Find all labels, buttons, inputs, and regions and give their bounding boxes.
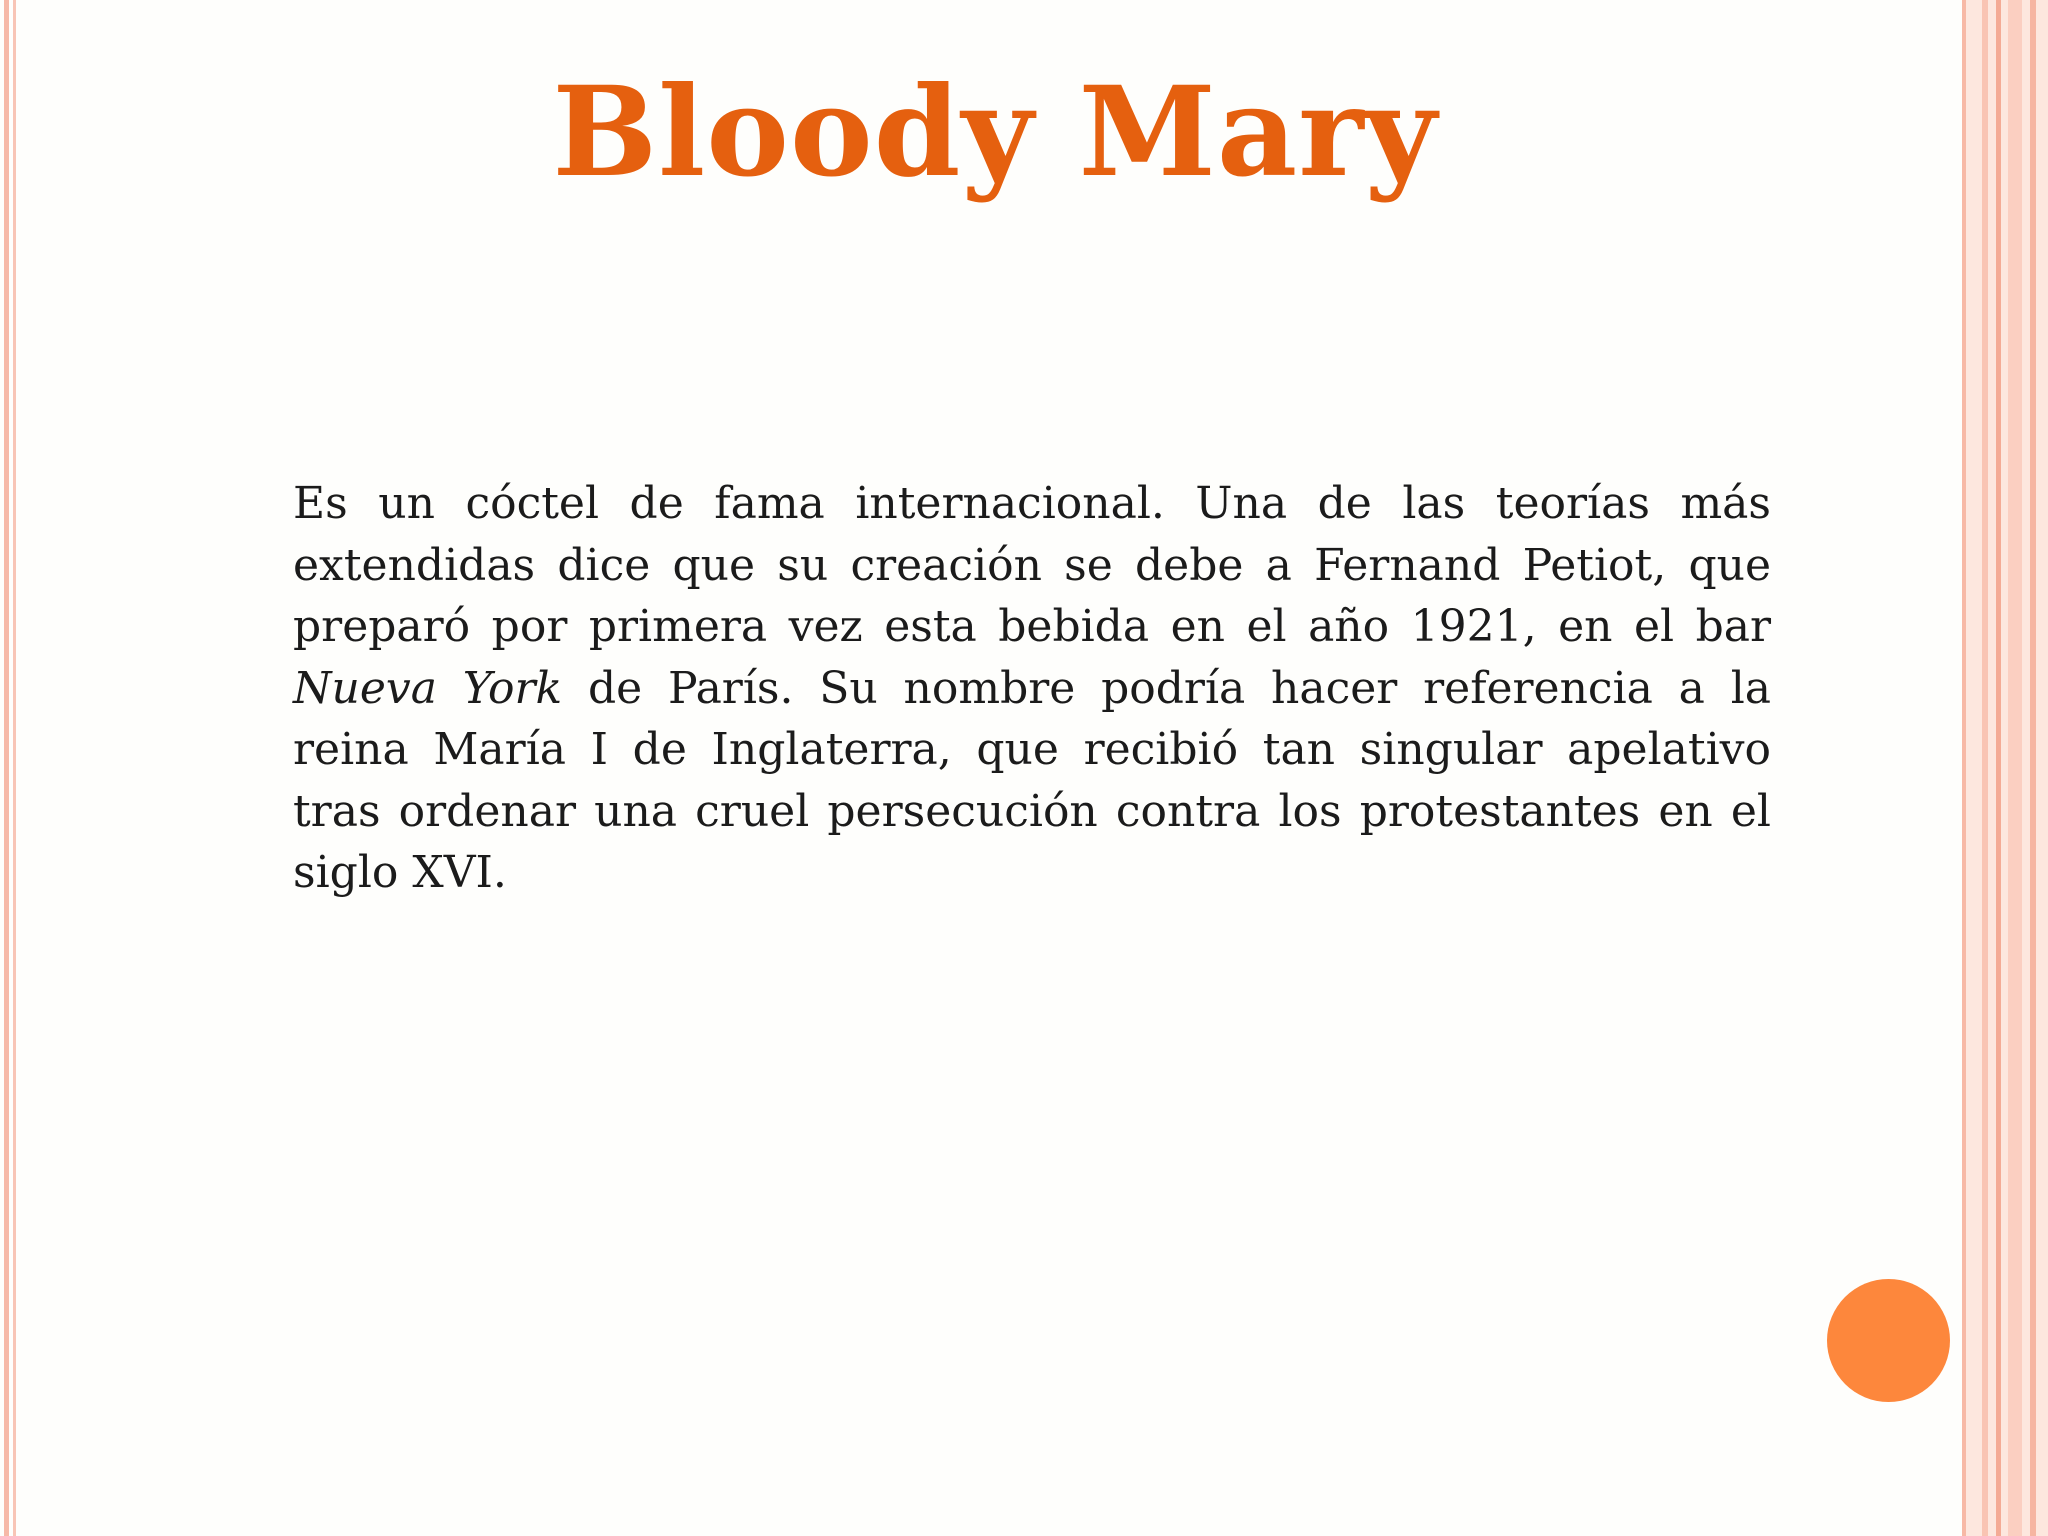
- paragraph-italic-bar-name: Nueva York: [293, 662, 563, 714]
- right-border-line: [2008, 0, 2022, 1536]
- left-border-line: [4, 0, 9, 1536]
- left-border-line: [13, 0, 16, 1536]
- slide-title: Bloody Mary: [552, 60, 1438, 205]
- right-border-line: [1982, 0, 1988, 1536]
- slide-paragraph: [293, 473, 1771, 904]
- accent-circle: [1827, 1279, 1950, 1402]
- right-border-line: [2030, 0, 2036, 1536]
- paragraph-text-start: Es un cóctel de fama internacional. Una de las teorías más extendidas dice que su creación se debe a Fernand Petiot, que preparó por primera vez esta bebida en el año 1921, en el bar: [293, 478, 1771, 652]
- right-border-line: [1962, 0, 1966, 1536]
- right-border-line: [1996, 0, 2001, 1536]
- paragraph-text-end: de París. Su nombre podría hacer referencia a la reina María I de Inglaterra, que recibió tan singular apelativo tras ordenar una cruel persecución contra los protestantes en el siglo XVI.: [293, 662, 1771, 898]
